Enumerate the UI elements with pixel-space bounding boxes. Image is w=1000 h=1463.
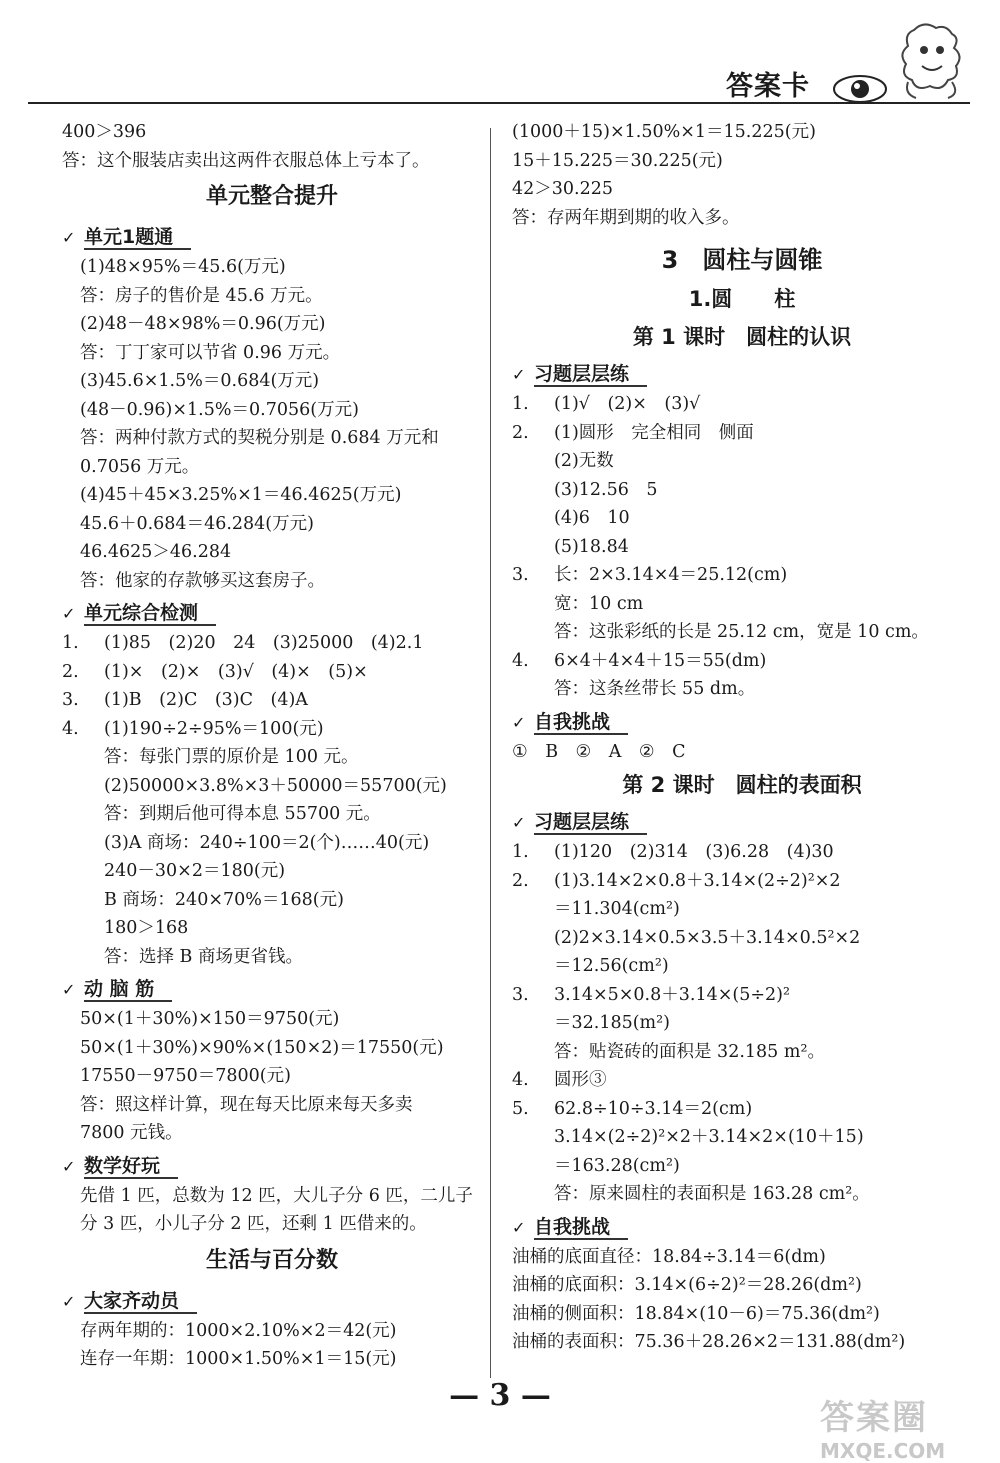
right-column — [512, 118, 972, 1357]
text-line: 油桶的底面积：3.14×(6÷2)²＝28.26(dm²) — [512, 1275, 862, 1295]
list-item: ＝11.304(cm²) — [554, 899, 680, 919]
list-item: 宽：10 cm — [554, 593, 644, 614]
check-icon: ✓ — [512, 1217, 526, 1237]
text-line: 分 3 匹，小儿子分 2 匹，还剩 1 匹借来的。 — [80, 1214, 427, 1234]
check-icon: ✓ — [512, 813, 526, 832]
check-icon: ✓ — [62, 228, 76, 247]
text-line: (2)50000×3.8%×3＋50000＝55700(元) — [104, 775, 447, 796]
text-line: 答：存两年期到期的收入多。 — [512, 207, 740, 228]
text-line: 240－30×2＝180(元) — [104, 861, 286, 881]
text-line: (1)48×95%＝45.6(万元) — [80, 257, 286, 277]
watermark: 答案圈 MXQE.COM — [820, 1398, 946, 1463]
header-rule — [28, 102, 970, 104]
text-line: (1000＋15)×1.50%×1＝15.225(元) — [512, 122, 816, 142]
list-item: ＝163.28(cm²) — [554, 1155, 680, 1176]
text-line: 连存一年期：1000×1.50%×1＝15(元) — [80, 1349, 397, 1369]
text-line: 答：这个服装店卖出这两件衣服总体上亏本了。 — [62, 150, 430, 171]
subsection-heading: ✓ 习题层层练 — [512, 806, 972, 838]
list-item: 答：原来圆柱的表面积是 163.28 cm²。 — [554, 1184, 870, 1204]
list-item: (4)6 10 — [554, 508, 630, 528]
text-line: 油桶的表面积：75.36＋28.26×2＝131.88(dm²) — [512, 1332, 906, 1352]
text-line: 46.4625＞46.284 — [80, 542, 232, 562]
list-item: 1. (1)120 (2)314 (3)6.28 (4)30 — [512, 842, 834, 862]
text-line: 答：选择 B 商场更省钱。 — [104, 946, 303, 967]
list-item: 3. 3.14×5×0.8＋3.14×(5÷2)² — [512, 984, 790, 1005]
list-item: 3. 长：2×3.14×4＝25.12(cm) — [512, 565, 788, 585]
text-line: ① B ② A ② C — [512, 741, 686, 762]
subsection-heading: ✓ 单元综合检测 — [62, 597, 482, 629]
list-item: (2)无数 — [554, 451, 614, 471]
text-line: 答：房子的售价是 45.6 万元。 — [80, 285, 323, 306]
list-item: 答：这张彩纸的长是 25.12 cm，宽是 10 cm。 — [554, 622, 929, 642]
unit-title: 1.圆 柱 — [688, 287, 796, 311]
check-icon: ✓ — [62, 604, 76, 623]
chapter-title: 3 圆柱与圆锥 — [661, 246, 823, 274]
list-item: 3. (1)B (2)C (3)C (4)A — [62, 690, 308, 710]
text-line: 答：两种付款方式的契税分别是 0.684 万元和 — [80, 428, 439, 448]
list-item: 2. (1)3.14×2×0.8＋3.14×(2÷2)²×2 — [512, 870, 841, 891]
section-title: 单元整合提升 — [205, 184, 338, 209]
list-item: 4. (1)190÷2÷95%＝100(元) — [62, 718, 324, 739]
list-item: 4. 圆形③ — [512, 1070, 607, 1090]
lesson-title: 第 1 课时 圆柱的认识 — [632, 325, 852, 349]
text-line: 180＞168 — [104, 918, 189, 938]
text-line: 答：丁丁家可以节省 0.96 万元。 — [80, 342, 341, 363]
subsection-heading: ✓ 自我挑战 — [512, 1211, 972, 1243]
text-line: (3)A 商场：240÷100＝2(个)……40(元) — [104, 832, 430, 853]
text-line: 存两年期的：1000×2.10%×2＝42(元) — [80, 1320, 397, 1341]
list-item: 1. (1)√ (2)× (3)√ — [512, 394, 701, 414]
subsection-heading: ✓ 自我挑战 — [512, 706, 972, 738]
text-line: 油桶的侧面积：18.84×(10－6)＝75.36(dm²) — [512, 1303, 880, 1324]
text-line: 答：照这样计算，现在每天比原来每天多卖 — [80, 1094, 413, 1115]
text-line: 油桶的底面直径：18.84÷3.14＝6(dm) — [512, 1246, 826, 1267]
subsection-heading: ✓ 数学好玩 — [62, 1150, 482, 1182]
subsection-heading: ✓ 动 脑 筋 — [62, 973, 482, 1005]
text-line: (48－0.96)×1.5%＝0.7056(万元) — [80, 399, 359, 420]
text-line: 7800 元钱。 — [80, 1123, 183, 1143]
subsection-heading: ✓ 大家齐动员 — [62, 1285, 482, 1317]
list-item: 5. 62.8÷10÷3.14＝2(cm) — [512, 1098, 753, 1119]
list-item: (2)2×3.14×0.5×3.5＋3.14×0.5²×2 — [554, 927, 861, 948]
list-item: 3.14×(2÷2)²×2＋3.14×2×(10＋15) — [554, 1127, 864, 1147]
list-item: 2. (1)圆形 完全相同 侧面 — [512, 422, 754, 443]
text-line: B 商场：240×70%＝168(元) — [104, 889, 344, 910]
text-line: (4)45＋45×3.25%×1＝46.4625(万元) — [80, 485, 402, 505]
mascot-icon — [894, 20, 974, 102]
list-item: 答：贴瓷砖的面积是 32.185 m²。 — [554, 1041, 825, 1062]
page-header — [0, 0, 1000, 110]
list-item: ＝12.56(cm²) — [554, 956, 669, 976]
check-icon: ✓ — [62, 1156, 76, 1176]
text-line: 17550－9750＝7800(元) — [80, 1066, 291, 1086]
subsection-heading: ✓ 单元1题通 — [62, 221, 482, 253]
list-item: 4. 6×4＋4×4＋15＝55(dm) — [512, 650, 767, 671]
check-icon: ✓ — [62, 1291, 76, 1311]
check-icon: ✓ — [512, 365, 526, 384]
eye-logo-icon — [832, 74, 888, 104]
header-title: 答案卡 — [726, 71, 810, 102]
text-line: 50×(1＋30%)×90%×(150×2)＝17550(元) — [80, 1037, 444, 1058]
text-line: 0.7056 万元。 — [80, 456, 200, 477]
check-icon: ✓ — [62, 980, 76, 999]
lesson-title: 第 2 课时 圆柱的表面积 — [622, 773, 862, 797]
list-item: (5)18.84 — [554, 536, 629, 557]
text-line: 42＞30.225 — [512, 179, 614, 199]
page-number: — 3 — — [449, 1378, 551, 1413]
text-line: (3)45.6×1.5%＝0.684(万元) — [80, 371, 320, 391]
list-item: ＝32.185(m²) — [554, 1013, 670, 1033]
text-line: 答：每张门票的原价是 100 元。 — [104, 747, 359, 767]
list-item: 答：这条丝带长 55 dm。 — [554, 679, 756, 699]
text-line: 15＋15.225＝30.225(元) — [512, 150, 723, 171]
text-line: 先借 1 匹，总数为 12 匹，大儿子分 6 匹，二儿子 — [80, 1185, 473, 1206]
left-column — [62, 118, 482, 1374]
list-item: 2. (1)× (2)× (3)√ (4)× (5)× — [62, 661, 368, 682]
list-item: 1. (1)85 (2)20 24 (3)25000 (4)2.1 — [62, 633, 424, 653]
text-line: 答：到期后他可得本息 55700 元。 — [104, 804, 381, 824]
text-line: 50×(1＋30%)×150＝9750(元) — [80, 1009, 340, 1029]
subsection-heading: ✓ 习题层层练 — [512, 358, 972, 390]
text-line: 45.6＋0.684＝46.284(万元) — [80, 513, 314, 534]
text-line: 400＞396 — [62, 122, 147, 142]
check-icon: ✓ — [512, 712, 526, 732]
list-item: (3)12.56 5 — [554, 479, 658, 500]
text-line: (2)48－48×98%＝0.96(万元) — [80, 314, 326, 334]
text-line: 答：他家的存款够买这套房子。 — [80, 570, 325, 591]
column-divider — [490, 128, 491, 1378]
section-title: 生活与百分数 — [205, 1247, 338, 1273]
